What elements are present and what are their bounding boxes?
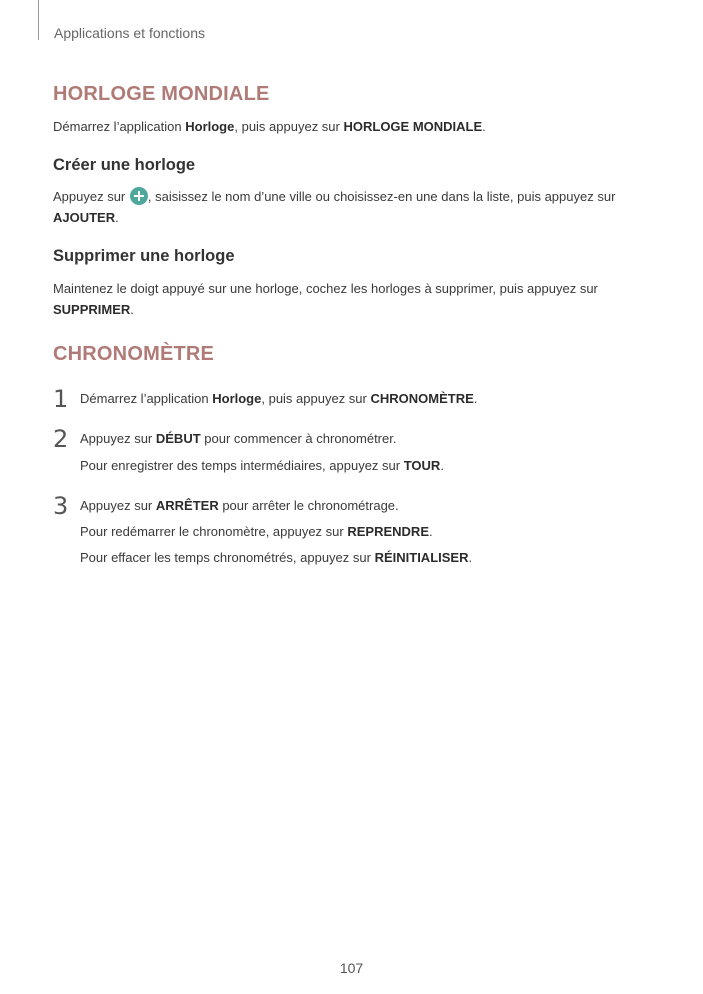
section-title-horloge-mondiale: HORLOGE MONDIALE	[53, 83, 270, 105]
subtitle-delete-clock: Supprimer une horloge	[53, 247, 235, 265]
step-number: 1	[53, 385, 69, 413]
step-1-text: Démarrez l’application Horloge, puis appuyez sur CHRONOMÈTRE.	[80, 391, 478, 406]
create-clock-paragraph: Appuyez sur , saisissez le nom d’une ville ou choisissez-en une dans la liste, puis appuyez sur AJOUTER.	[53, 189, 616, 225]
step-3-text: Appuyez sur ARRÊTER pour arrêter le chronométrage.	[80, 498, 399, 513]
subtitle-create-clock: Créer une horloge	[53, 156, 196, 174]
step-3-subtext-2: Pour effacer les temps chronométrés, appuyez sur RÉINITIALISER.	[80, 550, 473, 565]
running-header: Applications et fonctions	[54, 25, 205, 41]
page-number: 107	[339, 960, 364, 976]
step-3-subtext-1: Pour redémarrer le chronomètre, appuyez sur REPRENDRE.	[80, 524, 433, 539]
step-2-subtext: Pour enregistrer des temps intermédiaires, appuyez sur TOUR.	[80, 458, 444, 473]
step-number: 2	[53, 425, 69, 453]
header-divider	[38, 0, 39, 40]
step-number: 3	[53, 492, 69, 520]
add-icon	[130, 187, 148, 205]
delete-clock-paragraph: Maintenez le doigt appuyé sur une horloge, cochez les horloges à supprimer, puis appuyez sur SUPPRIMER.	[53, 281, 598, 317]
horloge-intro-paragraph: Démarrez l’application Horloge, puis appuyez sur HORLOGE MONDIALE.	[53, 119, 486, 134]
step-2-text: Appuyez sur DÉBUT pour commencer à chronométrer.	[80, 431, 397, 446]
section-title-chronometre: CHRONOMÈTRE	[53, 343, 215, 365]
